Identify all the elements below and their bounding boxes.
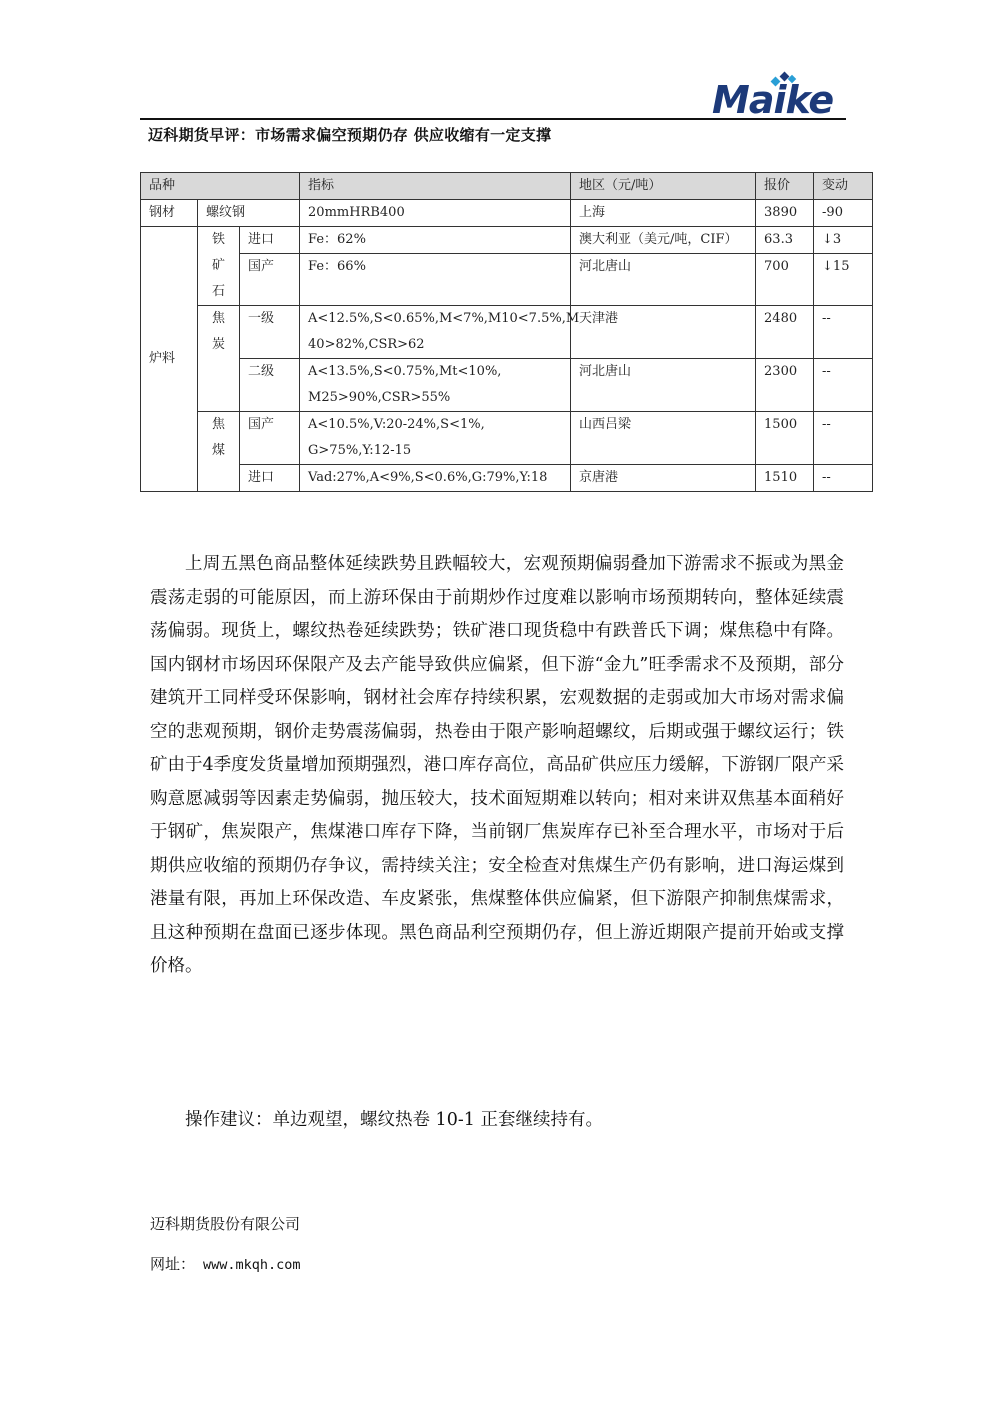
indicator: A<12.5%,S<0.65%,M<7%,M10<7.5%,M 40>82%,CSR>62 (300, 306, 571, 359)
header-rule (140, 118, 846, 120)
change: -- (814, 359, 873, 412)
website-line (150, 1253, 301, 1274)
steel-change: -90 (814, 200, 873, 227)
table-header-row (141, 173, 873, 200)
company-name: 迈科期货股份有限公司 (150, 1215, 301, 1233)
price: 63.3 (756, 227, 814, 254)
table-row (141, 200, 873, 227)
body-paragraph: 上周五黑色商品整体延续跌势且跌幅较大，宏观预期偏弱叠加下游需求不振或为黑金震荡走弱的可能原因，而上游环保由于前期炒作过度难以影响市场预期转向，整体延续震荡偏弱。现货上，螺纹热卷延续跌势；铁矿港口现货稳中有跌普氏下调；煤焦稳中有降。国内钢材市场因环保限产及去产能导致供应偏紧，但下游“金九”旺季需求不及预期，部分建筑开工同样受环保影响，钢材社会库存持续积累，宏观数据的走弱或加大市场对需求偏空的悲观预期，钢价走势震荡偏弱，热卷由于限产影响超螺纹，后期或强于螺纹运行；铁矿由于4季度发货量增加预期强烈，港口库存高位，高品矿供应压力缓解，下游钢厂限产采购意愿减弱等因素走势偏弱，抛压较大，技术面短期难以转向；相对来讲双焦基本面稍好于钢矿，焦炭限产，焦煤港口库存下降，当前钢厂焦炭库存已补至合理水平，市场对于后期供应收缩的预期仍存争议，需持续关注；安全检查对焦煤生产仍有影响，进口海运煤到港量有限，再加上环保改造、车皮紧张，焦煤整体供应偏紧，但下游限产抑制焦煤需求，且这种预期在盘面已逐步体现。黑色商品利空预期仍存，但上游近期限产提前开始或支撑价格。 (150, 554, 844, 976)
table-row (141, 412, 873, 465)
price: 700 (756, 254, 814, 306)
indicator: Vad:27%,A<9%,S<0.6%,G:79%,Y:18 (300, 465, 571, 492)
advice-text: 操作建议：单边观望，螺纹热卷 10-1 正套继续持有。 (185, 1110, 603, 1130)
sub-type: 一级 (240, 306, 300, 359)
header-price: 报价 (756, 173, 814, 200)
change: ↓15 (814, 254, 873, 306)
price-table (140, 172, 873, 492)
table-row (141, 465, 873, 492)
region: 山西吕梁 (571, 412, 756, 465)
steel-price: 3890 (756, 200, 814, 227)
indicator: A<13.5%,S<0.75%,Mt<10%, M25>90%,CSR>55% (300, 359, 571, 412)
steel-product: 螺纹钢 (198, 200, 300, 227)
coking-coal-label: 焦 煤 (198, 412, 240, 492)
region: 天津港 (571, 306, 756, 359)
sub-type: 国产 (240, 412, 300, 465)
header-variety: 品种 (141, 173, 300, 200)
iron-ore-label: 铁 矿 石 (198, 227, 240, 306)
change: -- (814, 465, 873, 492)
report-title: 迈科期货早评：市场需求偏空预期仍存 供应收缩有一定支撑 (148, 126, 552, 144)
price: 1500 (756, 412, 814, 465)
region: 河北唐山 (571, 359, 756, 412)
indicator: A<10.5%,V:20-24%,S<1%, G>75%,Y:12-15 (300, 412, 571, 465)
furnace-label: 炉料 (141, 227, 198, 492)
sub-type: 进口 (240, 465, 300, 492)
header-indicator: 指标 (300, 173, 571, 200)
table-row (141, 359, 873, 412)
body-text (150, 548, 844, 984)
steel-indicator: 20mmHRB400 (300, 200, 571, 227)
header-change: 变动 (814, 173, 873, 200)
indicator: Fe：66% (300, 254, 571, 306)
logo-text: Maike (712, 78, 834, 122)
website-label: 网址： (150, 1255, 196, 1273)
coke-label: 焦 炭 (198, 306, 240, 412)
table-row (141, 306, 873, 359)
price: 2300 (756, 359, 814, 412)
change: ↓3 (814, 227, 873, 254)
region: 京唐港 (571, 465, 756, 492)
sub-type: 国产 (240, 254, 300, 306)
sub-type: 二级 (240, 359, 300, 412)
steel-region: 上海 (571, 200, 756, 227)
sub-type: 进口 (240, 227, 300, 254)
header-region: 地区（元/吨） (571, 173, 756, 200)
region: 河北唐山 (571, 254, 756, 306)
price: 2480 (756, 306, 814, 359)
table-row (141, 227, 873, 254)
maike-logo (712, 70, 846, 120)
change: -- (814, 412, 873, 465)
region: 澳大利亚（美元/吨，CIF） (571, 227, 756, 254)
indicator: Fe：62% (300, 227, 571, 254)
price: 1510 (756, 465, 814, 492)
website-link[interactable]: www.mkqh.com (203, 1257, 301, 1273)
steel-category: 钢材 (141, 200, 198, 227)
table-row (141, 254, 873, 306)
change: -- (814, 306, 873, 359)
